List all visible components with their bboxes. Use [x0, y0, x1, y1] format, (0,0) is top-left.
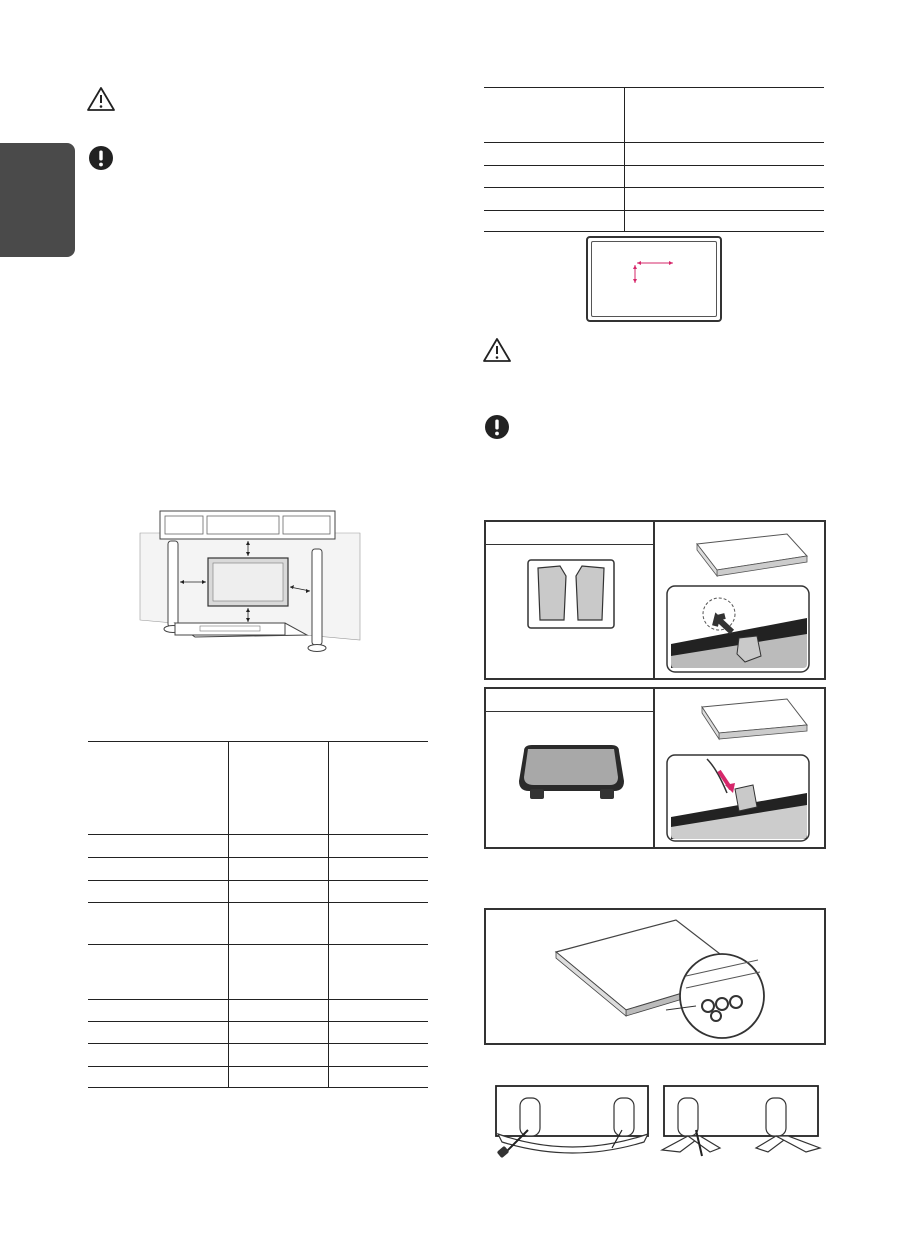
- table-cell: [228, 1044, 328, 1067]
- panel-subheader: [486, 689, 653, 712]
- caution-triangle-icon: [482, 337, 512, 363]
- table-cell: [88, 945, 228, 1000]
- pad-attach-illustration: [657, 526, 822, 676]
- cap-attach-illustration: [657, 693, 822, 845]
- section-side-tab: [0, 143, 75, 257]
- table-cell: [228, 1022, 328, 1044]
- table-cell: [88, 742, 228, 835]
- protective-pad-panel: [484, 520, 826, 680]
- table-cell: [328, 835, 428, 858]
- table-cell: [228, 858, 328, 881]
- stand-install-curved-illustration: [492, 1082, 654, 1160]
- vesa-diagram: [586, 236, 722, 322]
- table-cell: [328, 1022, 428, 1044]
- table-cell: [624, 166, 824, 188]
- table-cell: [88, 1044, 228, 1067]
- wall-mount-spec-table: [88, 741, 428, 1088]
- table-cell: [88, 881, 228, 903]
- table-cell: [328, 742, 428, 835]
- table-cell: [88, 1022, 228, 1044]
- pad-pair-illustration: [526, 558, 616, 630]
- table-cell: [328, 881, 428, 903]
- note-exclamation-icon: [484, 414, 510, 440]
- table-cell: [484, 166, 624, 188]
- table-cell: [88, 903, 228, 945]
- table-cell: [484, 88, 624, 143]
- protective-cap-panel: [484, 687, 826, 849]
- table-cell: [88, 858, 228, 881]
- stand-install-feet-illustration: [660, 1082, 824, 1160]
- table-cell: [624, 211, 824, 232]
- table-cell: [88, 1067, 228, 1088]
- table-cell: [484, 211, 624, 232]
- table-cell: [624, 88, 824, 143]
- screw-spec-table: [484, 87, 824, 232]
- table-cell: [228, 903, 328, 945]
- table-cell: [228, 835, 328, 858]
- caution-triangle-icon: [86, 86, 116, 112]
- table-cell: [88, 1000, 228, 1022]
- wall-clearance-illustration: [135, 505, 365, 660]
- table-cell: [484, 188, 624, 211]
- table-cell: [328, 945, 428, 1000]
- table-cell: [228, 1000, 328, 1022]
- table-cell: [624, 188, 824, 211]
- table-cell: [228, 881, 328, 903]
- table-cell: [328, 1044, 428, 1067]
- table-cell: [328, 1000, 428, 1022]
- table-cell: [328, 858, 428, 881]
- note-exclamation-icon: [88, 145, 114, 171]
- table-cell: [624, 143, 824, 166]
- stand-hole-illustration: [546, 914, 766, 1042]
- table-cell: [484, 143, 624, 166]
- table-cell: [328, 1067, 428, 1088]
- table-cell: [228, 742, 328, 835]
- table-cell: [88, 835, 228, 858]
- stand-holes-panel: [484, 908, 826, 1045]
- table-cell: [228, 945, 328, 1000]
- table-cell: [228, 1067, 328, 1088]
- cap-illustration: [514, 741, 629, 807]
- table-cell: [328, 903, 428, 945]
- panel-subheader: [486, 522, 653, 545]
